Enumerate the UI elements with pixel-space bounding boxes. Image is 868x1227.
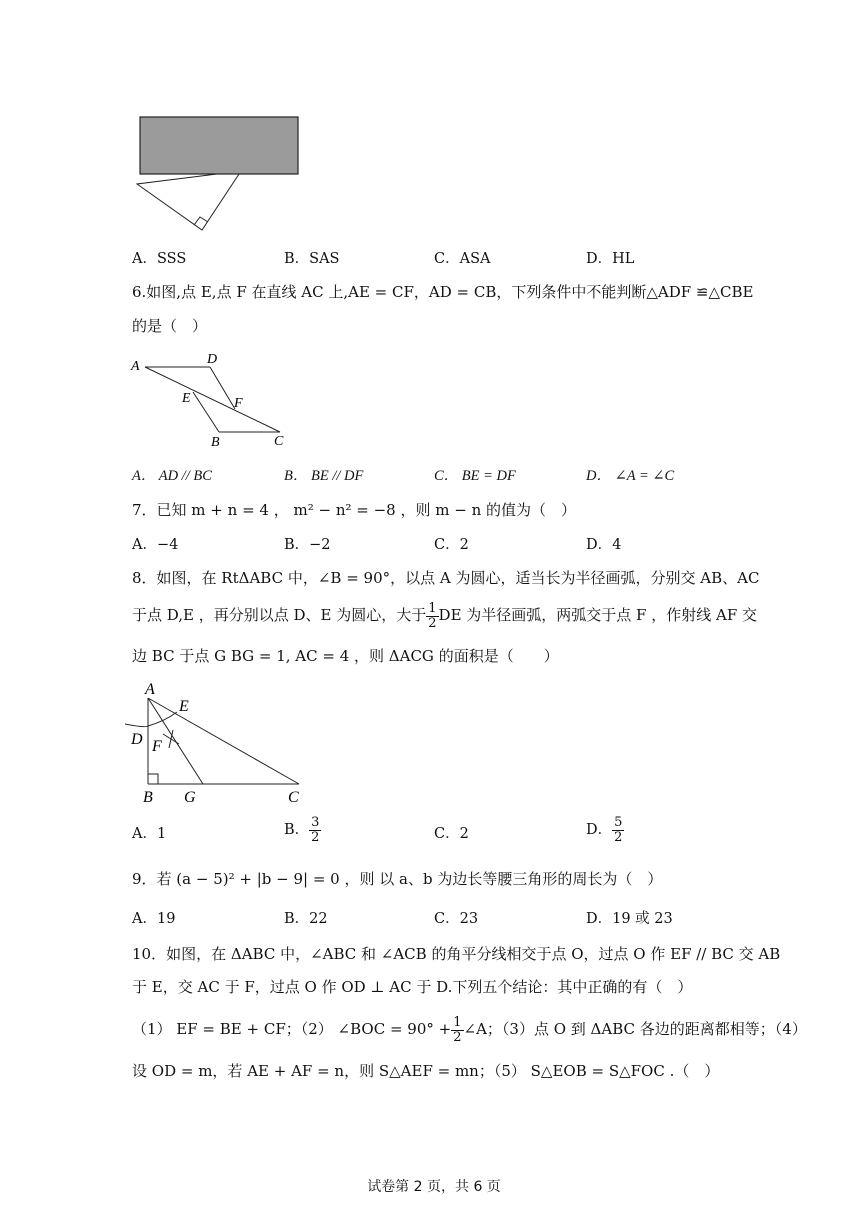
q8-half-fraction: $\frac{1}{2}$ [428, 601, 437, 631]
q5-option-b[interactable]: B．SAS [284, 251, 340, 267]
q5-figure [125, 108, 315, 238]
q6-label-a: A [131, 359, 140, 374]
q5-gray-board [140, 117, 298, 174]
q8-stem-line1: 8．如图，在 RtΔABC 中，∠B = 90°，以点 A 为圆心，适当长为半径画弧，分别交 AB、AC [132, 569, 760, 587]
q6-option-b[interactable]: B． BE // DF [284, 468, 364, 484]
q8-option-a[interactable]: A．1 [132, 826, 167, 842]
q7-stem: 7．已知 m + n = 4 ， m² − n² = −8 ，则 m − n 的值为（ ） [132, 501, 577, 519]
q7-option-c[interactable]: C．2 [434, 537, 469, 553]
q7-option-a[interactable]: A．−4 [132, 537, 179, 553]
q9-option-d[interactable]: D．19 或 23 [586, 911, 673, 927]
q6-label-e: E [182, 391, 191, 406]
q7-option-b[interactable]: B．−2 [284, 537, 331, 553]
q6-stem-line2: 的是（ ） [132, 317, 208, 335]
q10-half-fraction: $\frac{1}{2}$ [453, 1015, 462, 1045]
q8-option-b[interactable]: B． $\frac{3}{2}$ [284, 815, 320, 845]
q6-label-b: B [211, 435, 220, 450]
q8-label-e: E [179, 698, 189, 715]
q6-option-a[interactable]: A． AD // BC [132, 468, 212, 484]
q10-stem-line2: 于 E，交 AC 于 F，过点 O 作 OD ⊥ AC 于 D.下列五个结论：其中正确的有（ ） [132, 978, 693, 996]
q9-option-a[interactable]: A．19 [132, 911, 176, 927]
q5-option-c[interactable]: C．ASA [434, 251, 491, 267]
q8-right-angle-mark [148, 774, 158, 784]
q9-option-c[interactable]: C．23 [434, 911, 479, 927]
q8-label-f: F [152, 738, 162, 755]
q8-stem-line2-pre: 于点 D,E ，再分别以点 D、E 为圆心，大于 [132, 606, 427, 625]
q10-stem-line1: 10．如图，在 ΔABC 中，∠ABC 和 ∠ACB 的角平分线相交于点 O，过点 O 作 EF // BC 交 AB [132, 945, 781, 963]
q8-label-a: A [145, 681, 155, 698]
q8-label-d: D [131, 731, 143, 748]
q8-option-d[interactable]: D． $\frac{5}{2}$ [586, 815, 623, 845]
q8-stem-line2-post: DE 为半径画弧，两弧交于点 F ，作射线 AF 交 [438, 606, 758, 625]
q8-option-c[interactable]: C．2 [434, 826, 469, 842]
q5-option-a[interactable]: A．SSS [132, 251, 187, 267]
q6-label-c: C [274, 434, 284, 449]
q8-arc-a [125, 724, 148, 727]
q6-option-d[interactable]: D． ∠A = ∠C [586, 468, 675, 484]
q8-figure [125, 676, 315, 806]
q6-figure [125, 350, 300, 450]
q6-stem-line1: 6.如图,点 E,点 F 在直线 AC 上,AE = CF，AD = CB，下列条件中不能判断△ADF ≌△CBE [132, 283, 754, 301]
q8-stem-line2 [132, 602, 757, 630]
q8-stem-line3: 边 BC 于点 G BG = 1, AC = 4 ，则 ΔACG 的面积是（ ） [132, 647, 559, 665]
page-footer: 试卷第 2 页，共 6 页 [367, 1179, 501, 1195]
q8-arc-e [148, 712, 177, 726]
q8-label-g: G [184, 789, 196, 806]
q5-triangle [137, 171, 241, 230]
q5-option-d[interactable]: D．HL [586, 251, 635, 267]
q6-label-f: F [234, 396, 243, 411]
q8-label-c: C [288, 789, 299, 806]
q10-stem-line4: 设 OD = m，若 AE + AF = n，则 S△AEF = mn；（5） S△EOB = S△FOC .（ ） [132, 1062, 720, 1080]
q9-stem: 9．若 (a − 5)² + |b − 9| = 0 ，则 以 a、b 为边长等腰三角形的周长为（ ） [132, 870, 663, 888]
q9-option-b[interactable]: B．22 [284, 911, 328, 927]
q6-option-c[interactable]: C． BE = DF [434, 468, 516, 484]
q8-label-b: B [143, 789, 153, 806]
q10-stem-line3: （1） EF = BE + CF；（2） ∠BOC = 90° + $\frac{1}{2}$ ∠A；（3）点 O 到 ΔABC 各边的距离都相等；（4） [132, 1015, 807, 1045]
q6-label-d: D [207, 352, 218, 367]
q7-option-d[interactable]: D．4 [586, 537, 622, 553]
